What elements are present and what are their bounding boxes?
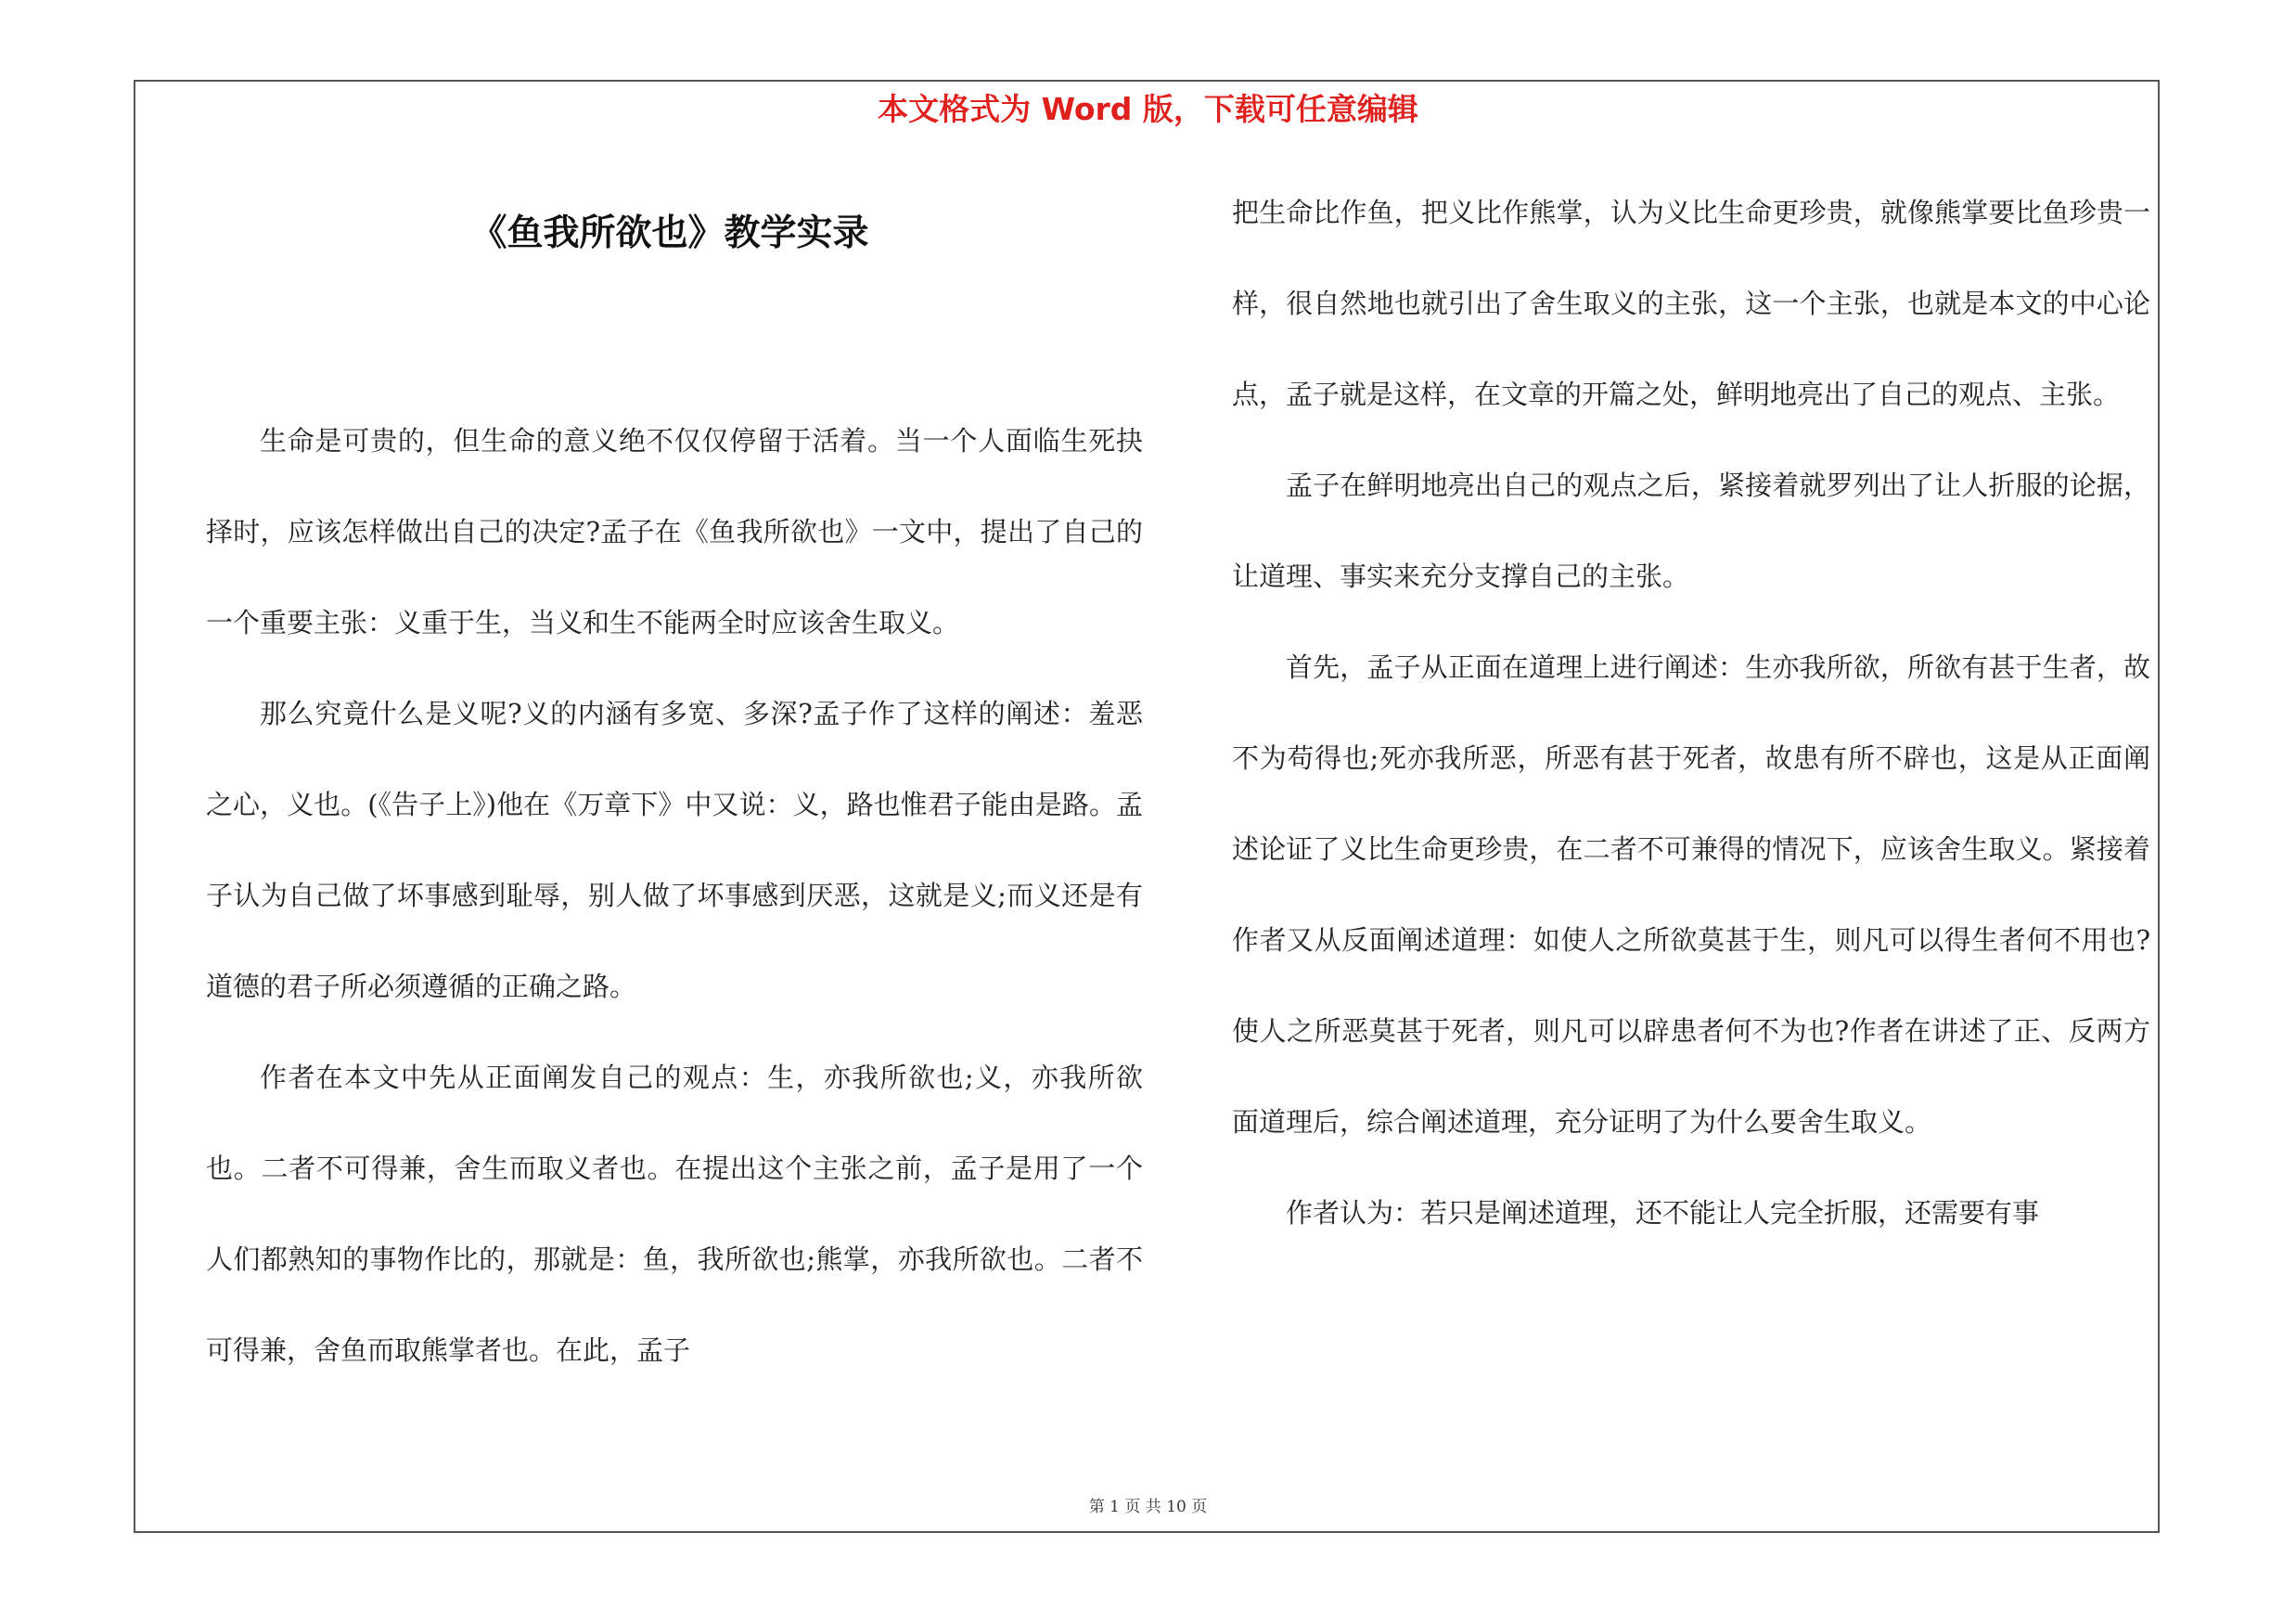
right-paragraph: 把生命比作鱼，把义比作熊掌，认为义比生命更珍贵，就像熊掌要比鱼珍贵一样，很自然地也就引出了舍生取义的主张，这一个主张，也就是本文的中心论点，孟子就是这样，在文章的开篇之处，鲜明地亮出了自己的观点、主张。 [1232,197,2150,410]
left-paragraph: 那么究竟什么是义呢?义的内涵有多宽、多深?孟子作了这样的阐述：羞恶之心，义也。(《告子上》)他在《万章下》中又说：义，路也惟君子能由是路。孟子认为自己做了坏事感到耻辱，别人做了坏事感到厌恶，这就是义;而义还是有道德的君子所必须遵循的正确之路。 [206,698,1143,1002]
right-paragraph: 首先，孟子从正面在道理上进行阐述：生亦我所欲，所欲有甚于生者，故不为苟得也;死亦我所恶，所恶有甚于死者，故患有所不辟也，这是从正面阐述论证了义比生命更珍贵，在二者不可兼得的情况下，应该舍生取义。紧接着作者又从反面阐述道理：如使人之所欲莫甚于生，则凡可以得生者何不用也?使人之所恶莫甚于死者，则凡可以辟患者何不为也?作者在讲述了正、反两方面道理后，综合阐述道理，充分证明了为什么要舍生取义。 [1232,651,2150,1138]
right-column [1232,167,2150,1258]
page-number-footer: 第 1 页 共 10 页 [1088,1498,1208,1516]
document-title: 《鱼我所欲也》教学实录 [470,213,869,254]
format-notice-banner: 本文格式为 Word 版，下载可任意编辑 [878,91,1418,127]
left-paragraph: 生命是可贵的，但生命的意义绝不仅仅停留于活着。当一个人面临生死抉择时，应该怎样做出自己的决定?孟子在《鱼我所欲也》一文中，提出了自己的一个重要主张：义重于生，当义和生不能两全时应该舍生取义。 [206,425,1143,638]
right-paragraph: 作者认为：若只是阐述道理，还不能让人完全折服，还需要有事 [1286,1197,2040,1229]
left-column [206,395,1143,1396]
left-paragraph: 作者在本文中先从正面阐发自己的观点：生，亦我所欲也;义，亦我所欲也。二者不可得兼，舍生而取义者也。在提出这个主张之前，孟子是用了一个人们都熟知的事物作比的，那就是：鱼，我所欲也;熊掌，亦我所欲也。二者不可得兼，舍鱼而取熊掌者也。在此，孟子 [206,1062,1143,1366]
right-paragraph: 孟子在鲜明地亮出自己的观点之后，紧接着就罗列出了让人折服的论据，让道理、事实来充分支撑自己的主张。 [1232,470,2150,592]
